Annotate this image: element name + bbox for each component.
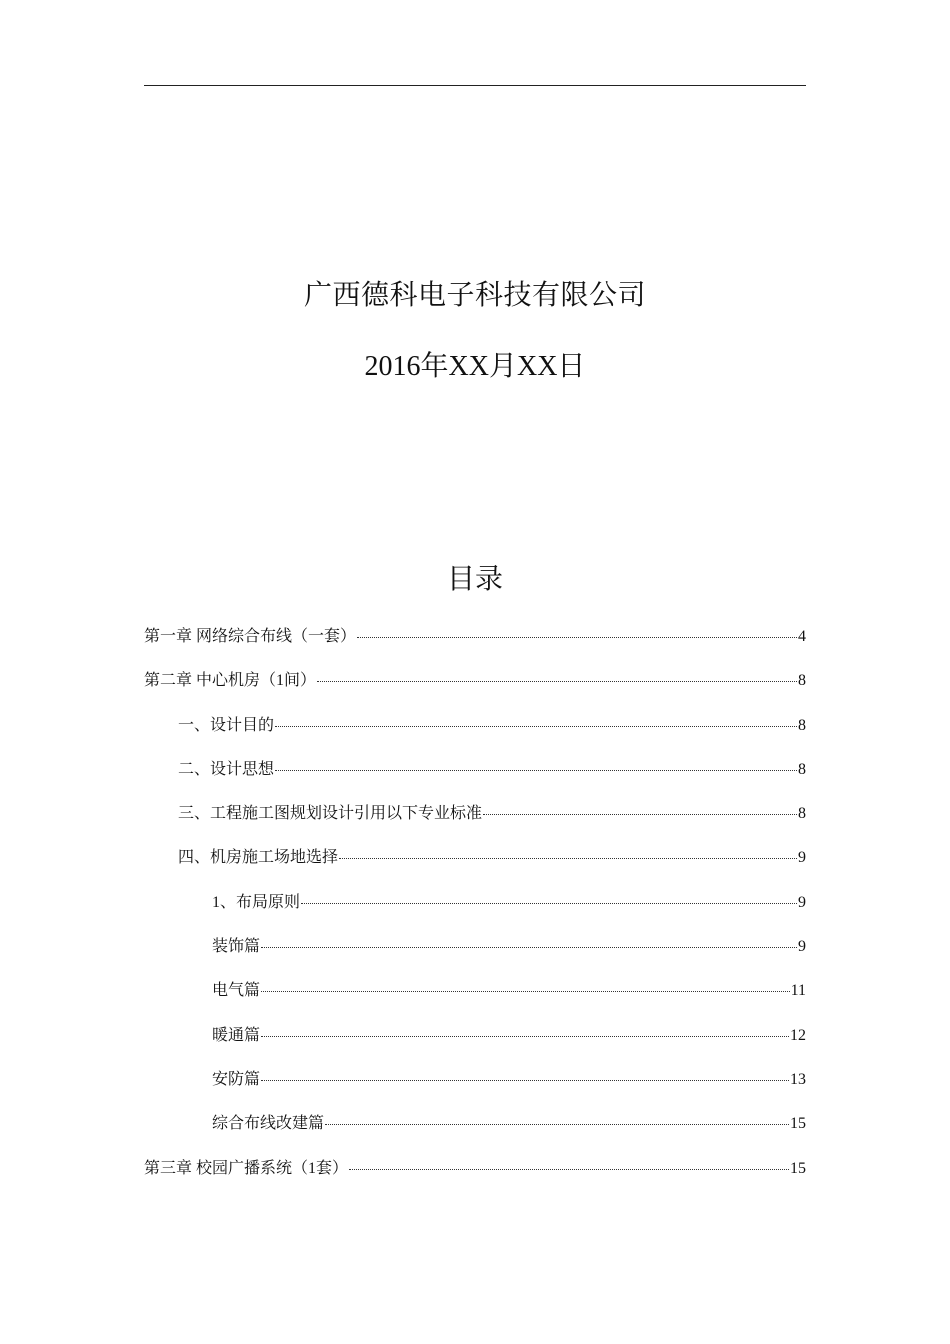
toc-entry-text: 一、设计目的 <box>178 716 275 734</box>
toc-entry-text: 二、设计思想 <box>178 760 275 778</box>
toc-entry-page: 8 <box>798 716 806 734</box>
toc-dot-leader <box>261 1036 789 1037</box>
toc-dot-leader <box>301 903 797 904</box>
toc-entry-text: 安防篇 <box>212 1070 261 1088</box>
toc-entry-text: 第一章 网络综合布线（一套） <box>144 628 357 645</box>
toc-entry-page: 8 <box>798 760 806 778</box>
toc-entry-text: 四、机房施工场地选择 <box>178 849 339 867</box>
document-date: 2016年XX月XX日 <box>364 351 586 382</box>
toc-entry[interactable] <box>144 976 806 1020</box>
toc-entry[interactable] <box>144 1154 806 1198</box>
toc-entry-text: 装饰篇 <box>212 938 261 956</box>
toc-dot-leader <box>275 770 797 771</box>
toc-entry-page: 9 <box>798 893 806 911</box>
toc-entry-text: 三、工程施工图规划设计引用以下专业标准 <box>178 805 483 823</box>
company-name: 广西德科电子科技有限公司 <box>303 280 646 311</box>
toc-entry[interactable] <box>144 843 806 887</box>
toc-entry-page: 15 <box>790 1159 806 1177</box>
toc-entry[interactable] <box>144 799 806 843</box>
toc-title: 目录 <box>446 564 503 595</box>
toc-dot-leader <box>275 726 797 727</box>
toc-entry[interactable] <box>144 666 806 710</box>
toc-entry-page: 8 <box>798 672 806 690</box>
toc-entry-page: 15 <box>790 1115 806 1133</box>
toc-dot-leader <box>325 1124 789 1125</box>
toc-entry[interactable] <box>144 888 806 932</box>
toc-entry[interactable] <box>144 622 806 666</box>
toc-dot-leader <box>357 637 797 638</box>
toc-entry[interactable] <box>144 711 806 755</box>
toc-entry-page: 8 <box>798 805 806 823</box>
toc-dot-leader <box>349 1169 789 1170</box>
toc-dot-leader <box>261 991 790 992</box>
toc-entry-text: 1、布局原则 <box>212 893 301 911</box>
toc-entry-page: 12 <box>790 1026 806 1044</box>
toc-entry-text: 第二章 中心机房（1间） <box>144 672 317 690</box>
toc-entry-page: 13 <box>790 1070 806 1088</box>
toc-entry[interactable] <box>144 1065 806 1109</box>
toc-entry-text: 综合布线改建篇 <box>212 1115 325 1133</box>
toc-dot-leader <box>339 858 797 859</box>
toc-entry-text: 暖通篇 <box>212 1026 261 1044</box>
toc-entry-page: 9 <box>798 938 806 956</box>
toc-entry[interactable] <box>144 1109 806 1153</box>
toc-entry-page: 4 <box>798 628 806 645</box>
toc-entry-text: 电气篇 <box>212 982 261 1000</box>
toc-dot-leader <box>261 947 797 948</box>
header-rule <box>144 85 806 86</box>
toc-dot-leader <box>483 814 797 815</box>
toc-entry-page: 11 <box>790 982 806 1000</box>
toc-entry[interactable] <box>144 755 806 799</box>
table-of-contents <box>144 622 806 1198</box>
toc-entry[interactable] <box>144 932 806 976</box>
toc-dot-leader <box>261 1080 789 1081</box>
toc-entry[interactable] <box>144 1021 806 1065</box>
toc-dot-leader <box>317 681 797 682</box>
toc-entry-page: 9 <box>798 849 806 867</box>
toc-entry-text: 第三章 校园广播系统（1套） <box>144 1159 349 1177</box>
